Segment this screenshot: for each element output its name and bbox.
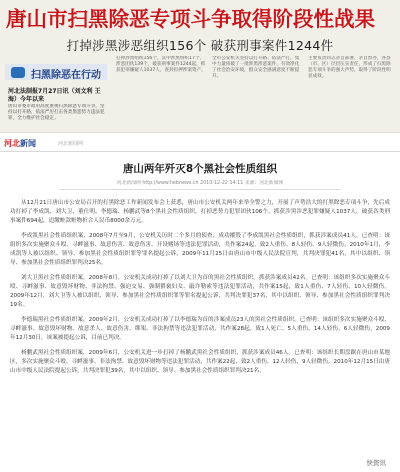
body-column-4: 主要负责同志亲自部署、亲自督办，各县（市、区）层层压实责任，形成了扫黑除恶专项斗争的强大声势，取得了阶段性明显成效。 bbox=[308, 56, 391, 79]
site-logo[interactable] bbox=[4, 138, 36, 149]
banner-label: 扫黑除恶在行动 bbox=[31, 70, 101, 81]
section-banner bbox=[5, 64, 107, 80]
article-title: 唐山两年歼灭8个黑社会性质组织 bbox=[122, 163, 278, 175]
headline: 唐山市扫黑除恶专项斗争取得阶段性战果 bbox=[6, 7, 375, 31]
watermark: 快资讯 bbox=[366, 459, 386, 467]
byline: 河北法制报7月27日讯（刘文利 王海）今年以来 bbox=[8, 88, 101, 103]
newspaper-clipping bbox=[0, 0, 400, 132]
body-column-3: 全市公安机关坚持以打开路、依法严打，集中力量侦破了一批涉黑涉恶案件，有效净化了社会治安环境，群众安全感满意度不断提升。 bbox=[212, 56, 300, 79]
paragraph: 李成凯黑社会性质组织案，2008年7月至9月，公安机关历时二个多月的侦查，成功摧毁了李成凯黑社会性质组织，抓获涉案成员41人。已查明：该组织多次实施聚众斗殴、寻衅滋事、故意伤害、故意伤害、开设赌场等违法犯罪活动，共作案24起，致2人重伤、8人轻伤、9人轻微伤。2010年1月，李成凯等人被以组织、领导、参加黑社会性质组织罪等罪名提起公诉，2009年11月25日由唐山市中级人民法院宣判，共判决罪犯41名，其中以组织、领导、参加黑社会性质组织罪判决25名。 bbox=[10, 233, 390, 266]
subheadline: 打掉涉黑涉恶组织156个 破获刑事案件1244件 bbox=[66, 38, 334, 53]
site-name: 河北新闻网 bbox=[58, 141, 84, 147]
badge-icon bbox=[11, 67, 25, 78]
paragraph: 杨鹏武黑社会性质组织案，2009年6月，公安机关进一步打掉了杨鹏武黑社会性质组织，抓获涉案成员46人。已查明：该组织长期盘踞在唐山市某地区，多次实施聚众斗殴、寻衅滋事、非法拘禁、故意毁坏财物等违法犯罪活动，共作案22起，致2人重伤、12人轻伤、9人轻微伤。2010年12月15日由唐山市中级人民法院提起公诉，共判决罪犯39名，其中以组织、领导、参加黑社会性质组织罪判决21名。 bbox=[10, 350, 390, 374]
web-article bbox=[0, 132, 400, 472]
article-body bbox=[10, 199, 390, 382]
article-meta: 河北新闻网 http://www.hebnews.cn 2010-12-22 14:11 来源：河北新闻网 bbox=[116, 181, 284, 186]
paragraph: 李德瑞黑社会性质组织案，2009年2月，公安机关成功打掉了以李德瑞为首的涉案成员23人的黑社会性质组织。已查明：该组织多次实施聚众斗殴、寻衅滋事、故意毁坏财物、故意杀人、故意伤害、绑架、非法拘禁等违法犯罪活动，共作案28起，致1人死亡、5人重伤、14人轻伤、6人轻微伤。2009年12月30日，该案被提起公诉，目前已判决。 bbox=[10, 317, 390, 341]
body-column-1: 唐山市委市政府高度重视扫黑除恶专项斗争，坚持以打开路，依法严厉打击各类黑恶势力违法犯罪，全力维护社会稳定。 bbox=[8, 104, 105, 121]
divider bbox=[0, 151, 400, 152]
body-column-2: 打掉涉黑组织156个，其中涉黑组织17个，涉恶团伙139个，破获刑事案件1244起，抓获犯罪嫌疑人1037人，查封扣押涉案资产。 bbox=[116, 56, 206, 73]
divider bbox=[60, 189, 340, 190]
site-logo-part-b: 新闻 bbox=[20, 139, 36, 148]
paragraph: 刘大卫黑社会性质组织案，2008年8月，公安机关成功打掉了以刘大卫为首的黑社会性质组织，抓获涉案成员42名。已查明：该组织多次实施聚众斗殴、寻衅滋事、故意毁坏财物、非法拘禁、强迫交易、强制猥亵妇女、敲诈勒索等违法犯罪活动，共作案15起，致1人重伤、7人轻伤、10人轻微伤。2009年12月，刘大卫等人被以组织、领导、参加黑社会性质组织罪等罪名提起公诉，共判决罪犯37名，其中以组织、领导、参加黑社会性质组织罪判决19名。 bbox=[10, 275, 390, 308]
site-logo-part-a: 河北 bbox=[4, 139, 20, 148]
paragraph: 从12月21日唐山市公安局召开的打黑除恶工作新闻发布会上获悉，唐山市公安机关两年来举全警之力，开展了声势浩大的打黑除恶专项斗争，先后成功打掉了李成凯、刘大卫、董仕明、李德瑞、杨鹏武等8个黑社会性质组织，打掉恶势力犯罪团伙106个，抓获涉黑涉恶犯罪嫌疑人1037人，破获各类刑事案件694起，追缴赃款赃物折合人民币8000余万元。 bbox=[10, 200, 390, 224]
